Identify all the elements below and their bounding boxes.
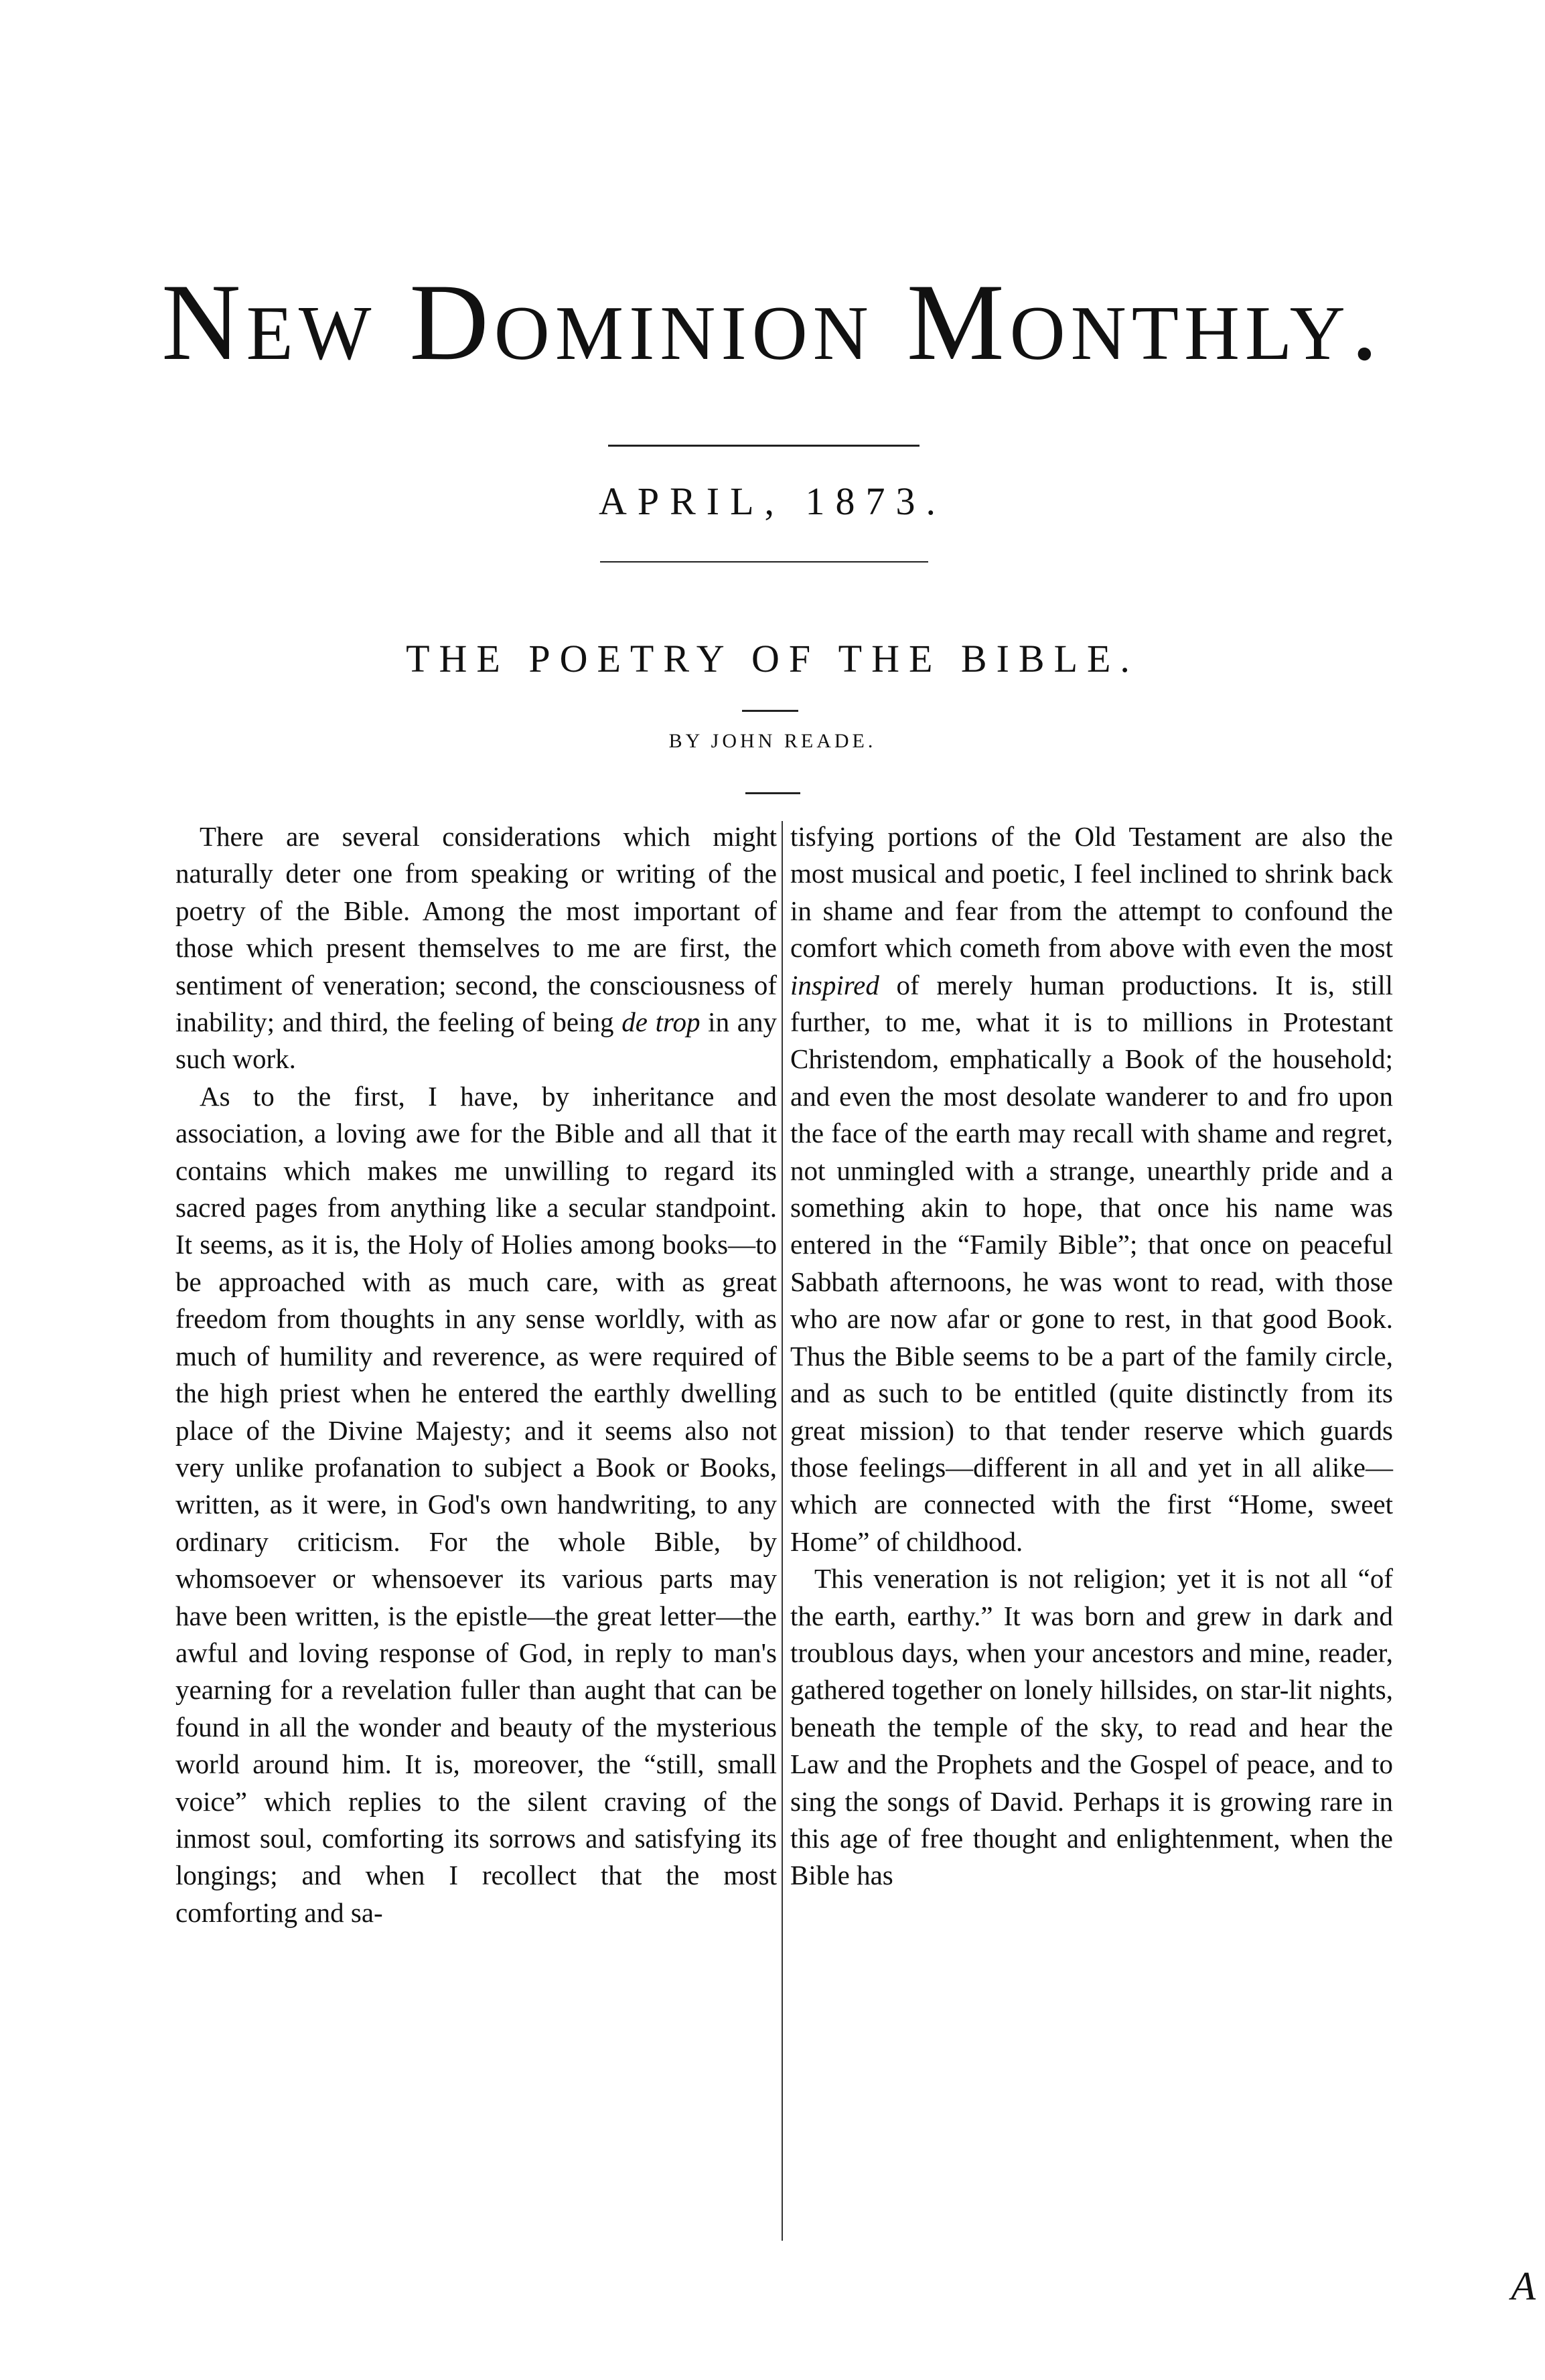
issue-rule-bottom [600, 561, 928, 563]
paragraph-text: tisfying portions of the Old Testament are also the most musical and poetic, I feel inclined to shrink back in shame and fear from the attempt to confound the comfort which cometh from above with even the most [790, 821, 1393, 964]
issue-date: APRIL, 1873. [598, 479, 947, 523]
page-signature-mark: A [1511, 2264, 1536, 2308]
paragraph: This veneration is not religion; yet it is not all “of the earth, earthy.” It was born and grew in dark and troublous days, when your ancestors and mine, reader, gathered together on lonely hillsides, on star-lit nights, beneath the temple of the sky, to read and hear the Law and the Prophets and the Gospel of peace, and to sing the songs of David. Perhaps it is growing rare in this age of free thought and enlightenment, when the Bible has [790, 1563, 1393, 1891]
article-byline: BY JOHN READE. [668, 730, 877, 752]
paragraph-text: of merely human productions. It is, still further, to me, what it is to millions in Protestant Christendom, emphatically a Book of the household; and even the most desolate wanderer to and fro upon the face of the earth may recall with shame and regret, not unmingled with a strange, unearthly pride and a something akin to hope, that once his name was entered in the “Family Bible”; that once on peaceful Sabbath afternoons, he was wont to read, with those who are now afar or gone to rest, in that good Book. Thus the Bible seems to be a part of the family circle, and as such to be entitled (quite distinctly from its great mission) to that tender reserve which guards those feelings—different in all and yet in all alike—which are connected with the first “Home, sweet Home” of childhood. [790, 969, 1393, 1557]
article-column-left [175, 818, 777, 1931]
title-rule [742, 710, 798, 712]
masthead-rule-top [608, 445, 919, 447]
paragraph [175, 818, 777, 1078]
paragraph-text: There are several considerations which might naturally deter one from speaking or writing of the poetry of the Bible. Among the most important of those which present themselves to me are first, the sentiment of veneration; second, the consciousness of inability; and third, the feeling of being [175, 821, 777, 1038]
column-divider [782, 821, 783, 2241]
article-column-right [790, 818, 1393, 1894]
paragraph: As to the first, I have, by inheritance and association, a loving awe for the Bible and all that it contains which makes me unwilling to regard its sacred pages from anything like a secular standpoint. It seems, as it is, the Holy of Holies among books—to be approached with as much care, with as great freedom from thoughts in any sense worldly, with as much of humility and reverence, as were required of the high priest when he entered the earthly dwelling place of the Divine Majesty; and it seems also not very unlike profanation to subject a Book or Books, written, as it were, in God's own handwriting, to any ordinary criticism. For the whole Bible, by whomsoever or whensoever its various parts may have been written, is the epistle—the great letter—the awful and loving response of God, in reply to man's yearning for a revelation fuller than aught that can be found in all the wonder and beauty of the mysterious world around him. It is, moreover, the “still, small voice” which replies to the silent craving of the inmost soul, comforting its sorrows and satisfying its longings; and when I recollect that the most comforting and sa- [175, 1080, 777, 1928]
byline-rule [745, 792, 800, 794]
article-title: THE POETRY OF THE BIBLE. [406, 637, 1139, 680]
emphasis-text: inspired [790, 969, 879, 1000]
emphasis-text: de trop [621, 1007, 701, 1038]
paragraph [790, 818, 1393, 1560]
masthead-title: New Dominion Monthly. [161, 262, 1384, 383]
paragraph-text: in any such work. [175, 1007, 777, 1075]
